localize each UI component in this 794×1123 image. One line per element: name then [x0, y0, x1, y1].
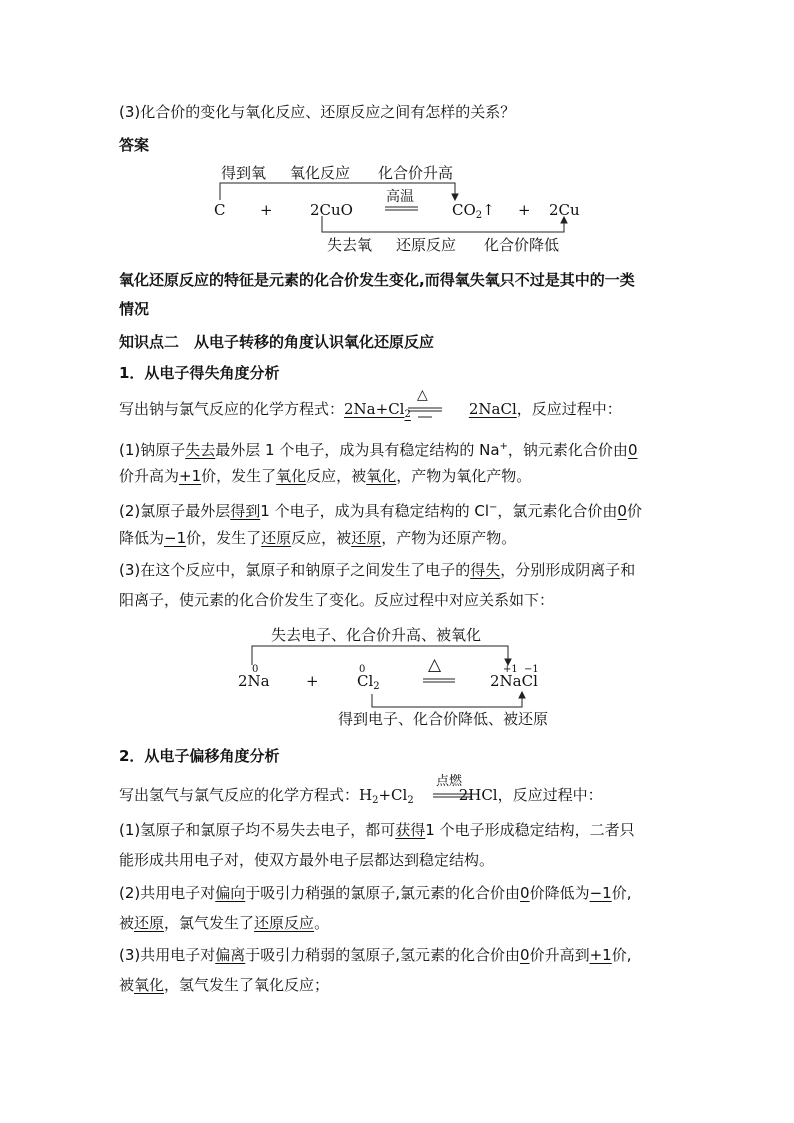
- diagram1-top-label-2: 氧化反应: [290, 164, 351, 182]
- diagram1-carbon: C: [214, 201, 226, 219]
- diagram1-top-label-1: 得到氧: [221, 164, 267, 182]
- diagram1-bottom-label-3: 化合价降低: [484, 236, 560, 254]
- s1-p2-line1: (2)氯原子最外层得到1 个电子，成为具有稳定结构的 Cl−，氯元素化合价由0价: [119, 502, 642, 520]
- diagram1-co2: $CO_2↑$: [452, 201, 495, 221]
- s1-p3-line2: 阳离子，使元素的化合价发生了变化。反应过程中对应关系如下：: [119, 591, 555, 609]
- diagram2-plus: +: [306, 672, 319, 690]
- diagram2-condition: △: [428, 655, 442, 675]
- diagram1-bottom-label-2: 还原反应: [396, 236, 457, 254]
- s1-p1-line1: (1)钠原子失去最外层 1 个电子，成为具有稳定结构的 Na+，钠元素化合价由0: [119, 441, 638, 459]
- diagram2-chlorine: $Cl_2$: [357, 672, 380, 692]
- answer-label: 答案: [119, 136, 150, 154]
- s2-p2-line2: 被还原，氯气发生了还原反应。: [119, 914, 330, 932]
- conclusion-line-2: 情况: [119, 300, 150, 318]
- diagram2-nacl-valence-2: −1: [524, 664, 539, 675]
- diagram2-cl-valence: 0: [359, 664, 366, 675]
- diagram2-bottom-label: 得到电子、化合价降低、被还原: [338, 710, 549, 728]
- s2-p3-line1: (3)共用电子对偏离于吸引力稍弱的氢原子,氢元素的化合价由0价升高到+1价,: [119, 946, 632, 964]
- diagram1-plus-2: +: [518, 201, 531, 219]
- knowledge-point-2-title: 知识点二 从电子转移的角度认识氧化还原反应: [119, 333, 435, 351]
- equation-2-condition: 点燃: [436, 774, 463, 789]
- section-2-heading: 2．从电子偏移角度分析: [119, 747, 280, 765]
- diagram2-sodium-chloride: 2NaCl: [490, 672, 538, 690]
- diagram2-nacl-valence-1: +1: [503, 664, 518, 675]
- diagram1-bottom-label-1: 失去氧: [327, 236, 373, 254]
- diagram1-plus-1: +: [260, 201, 273, 219]
- diagram1-condition: 高温: [386, 189, 414, 205]
- equation-2-line: 写出氢气与氯气反应的化学方程式：$H_2+Cl_2$ 2HCl，反应过程中：: [119, 786, 603, 806]
- equation-1-line: 写出钠与氯气反应的化学方程式：$2Na+Cl_2$ 2NaCl，反应过程中：: [119, 400, 622, 420]
- equation-1-condition: △: [417, 387, 428, 403]
- s2-p1-line2: 能形成共用电子对，使双方最外电子层都达到稳定结构。: [119, 851, 495, 869]
- s1-p3-line1: (3)在这个反应中，氯原子和钠原子之间发生了电子的得失，分别形成阴离子和: [119, 561, 636, 579]
- s1-p1-line2: 价升高为+1价，发生了氧化反应，被氧化，产物为氧化产物。: [119, 467, 532, 485]
- diagram1-cuo: 2CuO: [310, 201, 353, 219]
- s2-p2-line1: (2)共用电子对偏向于吸引力稍强的氯原子,氯元素的化合价由0价降低为−1价,: [119, 884, 632, 902]
- section-1-heading: 1．从电子得失角度分析: [119, 364, 280, 382]
- question-3: (3)化合价的变化与氧化反应、还原反应之间有怎样的关系？: [119, 103, 516, 121]
- diagram2-top-label: 失去电子、化合价升高、被氧化: [271, 626, 482, 644]
- diagram1-top-label-3: 化合价升高: [378, 164, 454, 182]
- diagram2-na-valence: 0: [252, 664, 259, 675]
- s2-p3-line2: 被氧化，氢气发生了氧化反应；: [119, 976, 330, 994]
- s1-p2-line2: 降低为−1价，发生了还原反应，被还原，产物为还原产物。: [119, 529, 517, 547]
- diagram2-sodium: 2Na: [238, 672, 270, 690]
- conclusion-line-1: 氧化还原反应的特征是元素的化合价发生变化,而得氧失氧只不过是其中的一类: [119, 271, 635, 289]
- s2-p1-line1: (1)氢原子和氯原子均不易失去电子，都可获得1 个电子形成稳定结构，二者只: [119, 821, 635, 839]
- diagram1-copper: 2Cu: [549, 201, 580, 219]
